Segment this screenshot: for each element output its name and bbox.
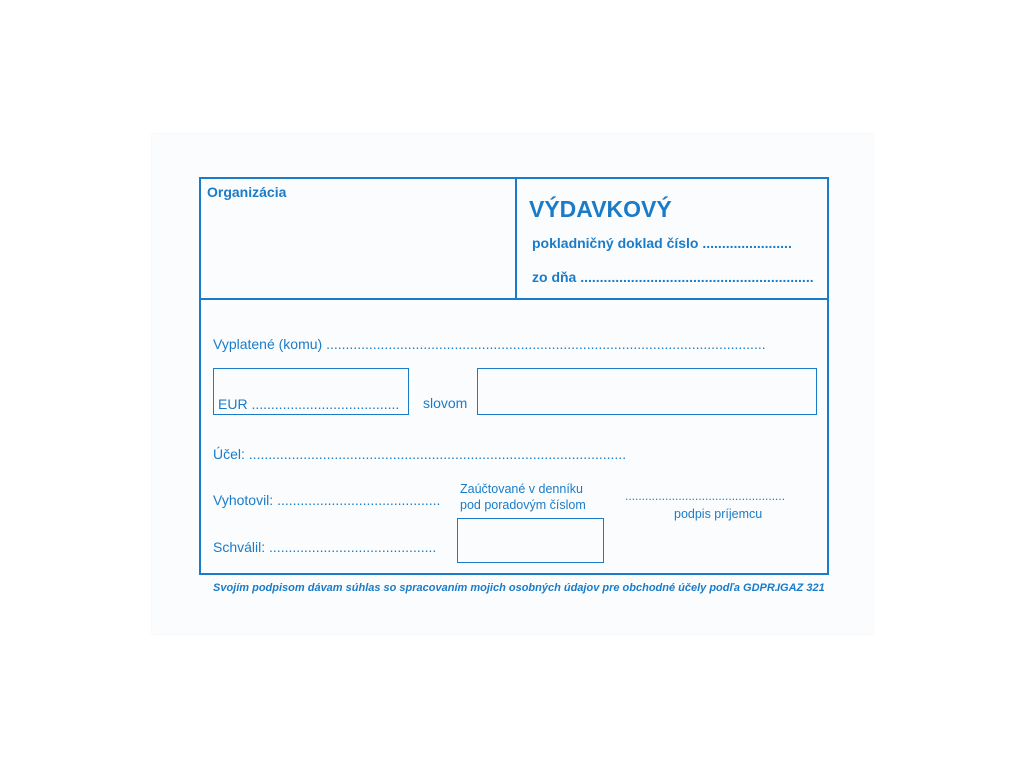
prepared-by-line: Vyhotovil: .......................................... — [213, 492, 441, 508]
amount-in-words-box — [477, 368, 817, 415]
receipt-form-paper — [152, 134, 873, 634]
signature-label: podpis príjemcu — [674, 507, 763, 521]
document-number-line: pokladničný doklad číslo ....................... — [532, 235, 792, 251]
posted-label-line-2: pod poradovým číslom — [460, 498, 586, 512]
posted-label-line-1: Zaúčtované v denníku — [460, 482, 583, 496]
gdpr-note: Svojím podpisom dávam súhlas so spracovaním mojich osobných údajov pre obchodné účely podľa GDPR. — [213, 582, 778, 594]
in-words-label: slovom — [423, 395, 468, 411]
header-vertical-divider — [515, 179, 517, 299]
header-divider — [201, 298, 827, 300]
form-frame — [199, 177, 829, 575]
form-code: IGAZ 321 — [777, 582, 825, 594]
purpose-line: Účel: ................................................................................................. — [213, 446, 627, 462]
approved-by-line: Schválil: ........................................... — [213, 539, 437, 555]
signature-dots: ................................................ — [625, 489, 786, 503]
paid-to-line: Vyplatené (komu) ................................................................................................................. — [213, 336, 766, 352]
eur-amount-box — [213, 368, 409, 415]
organization-label: Organizácia — [207, 184, 287, 200]
document-date-line: zo dňa ............................................................ — [532, 269, 814, 285]
posting-number-box — [457, 518, 604, 563]
document-title: VÝDAVKOVÝ — [529, 196, 672, 222]
eur-line: EUR ...................................... — [218, 396, 400, 412]
